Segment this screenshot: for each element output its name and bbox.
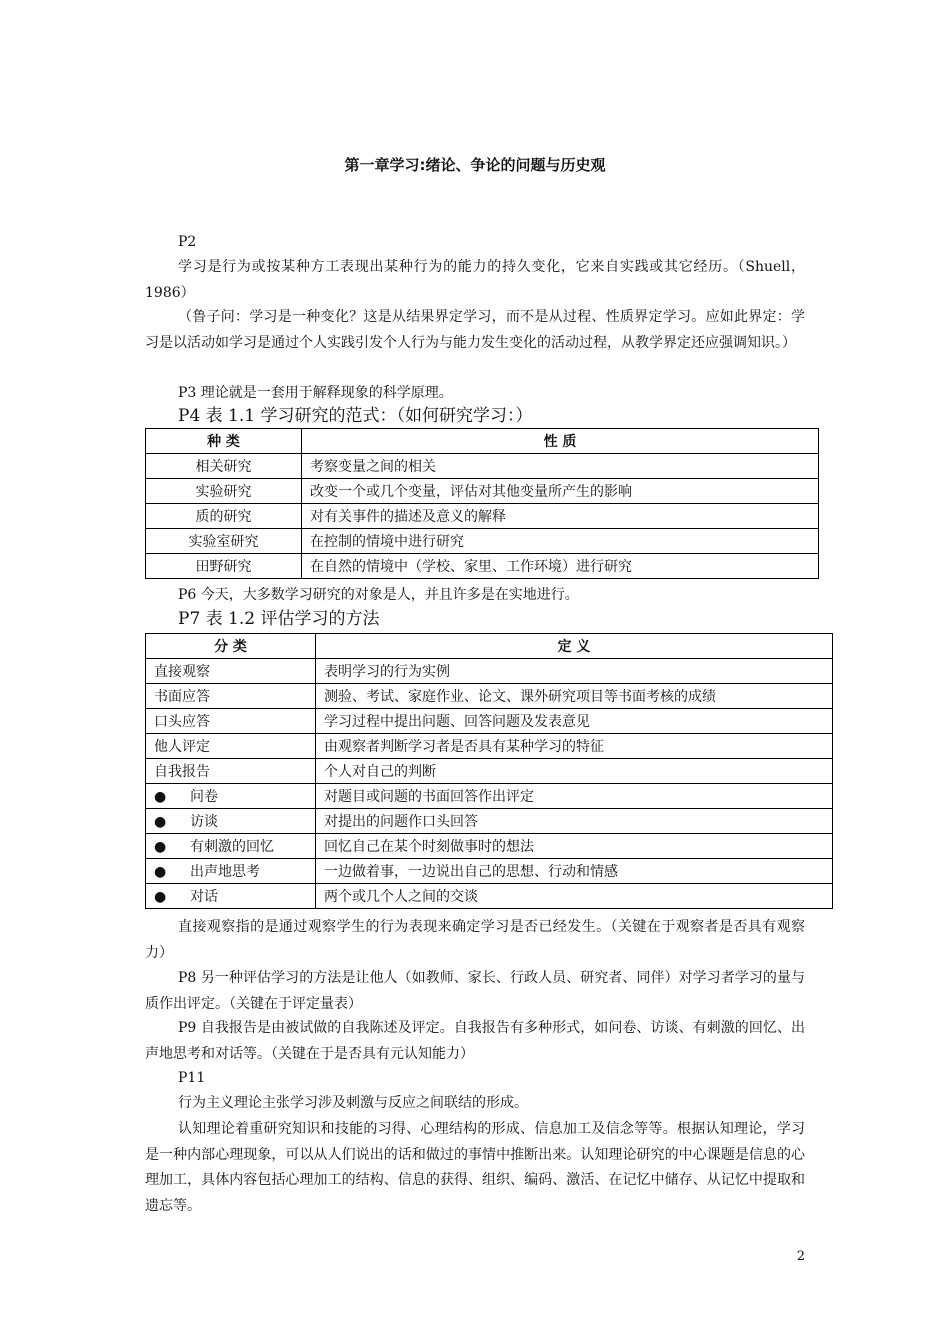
method-label-cell <box>146 834 316 859</box>
column-header-definition: 定 义 <box>316 634 833 659</box>
row-nature: 改变一个或几个变量，评估对其他变量所产生的影响 <box>302 479 819 504</box>
method-label: 问卷 <box>190 789 218 805</box>
table-row <box>146 504 819 529</box>
p11-behaviorism: 行为主义理论主张学习涉及刺激与反应之间联结的形成。 <box>178 1095 528 1111</box>
bullet-icon: ● <box>154 839 167 855</box>
p3-text: P3 理论就是一套用于解释现象的科学原理。 <box>178 385 453 401</box>
row-type: 田野研究 <box>146 554 302 579</box>
method-label: 对话 <box>190 889 218 905</box>
method-definition: 两个或几个人之间的交谈 <box>316 884 833 909</box>
table-row <box>146 554 819 579</box>
table-row <box>146 809 833 834</box>
method-label: 口头应答 <box>146 709 316 734</box>
method-definition: 回忆自己在某个时刻做事时的想法 <box>316 834 833 859</box>
row-type: 实验研究 <box>146 479 302 504</box>
table-row <box>146 884 833 909</box>
row-type: 实验室研究 <box>146 529 302 554</box>
table-row <box>146 784 833 809</box>
table-row <box>146 759 833 784</box>
p2-definition: 学习是行为或按某种方工表现出某种行为的能力的持久变化，它来自实践或其它经历。（Shuell，1986） <box>145 259 805 301</box>
column-header-category: 分 类 <box>146 634 316 659</box>
table-row <box>146 734 833 759</box>
method-label: 出声地思考 <box>190 864 260 880</box>
method-label: 书面应答 <box>146 684 316 709</box>
method-definition: 表明学习的行为实例 <box>316 659 833 684</box>
row-type: 相关研究 <box>146 454 302 479</box>
p11-cognitive: 认知理论着重研究知识和技能的习得、心理结构的形成、信息加工及信念等等。根据认知理论，学习是一种内部心理现象，可以从人们说出的话和做过的事情中推断出来。认知理论研究的中心课题是信息的心理加工，具体内容包括心理加工的结构、信息的获得、组织、编码、激活、在记忆中储存、从记忆中提取和遗忘等。 <box>145 1121 805 1214</box>
p11-label: P11 <box>178 1070 206 1086</box>
table-row <box>146 859 833 884</box>
method-label: 他人评定 <box>146 734 316 759</box>
row-nature: 考察变量之间的相关 <box>302 454 819 479</box>
table-row <box>146 684 833 709</box>
method-label: 有刺激的回忆 <box>190 839 274 855</box>
table2-caption: P7 表 1.2 评估学习的方法 <box>178 609 380 629</box>
assessment-method-table <box>145 633 833 909</box>
bullet-icon: ● <box>154 889 167 905</box>
method-label-cell <box>146 784 316 809</box>
p9-text: P9 自我报告是由被试做的自我陈述及评定。自我报告有多种形式，如问卷、访谈、有刺激的回忆、出声地思考和对话等。（关键在于是否具有元认知能力） <box>145 1020 805 1062</box>
method-definition: 一边做着事，一边说出自己的思想、行动和情感 <box>316 859 833 884</box>
bullet-icon: ● <box>154 864 167 880</box>
table1-caption: P4 表 1.1 学习研究的范式：（如何研究学习：） <box>178 406 533 426</box>
table-header-row <box>146 634 833 659</box>
method-label-cell <box>146 884 316 909</box>
table-row <box>146 454 819 479</box>
bullet-icon: ● <box>154 814 167 830</box>
method-definition: 对题目或问题的书面回答作出评定 <box>316 784 833 809</box>
direct-observation-text: 直接观察指的是通过观察学生的行为表现来确定学习是否已经发生。（关键在于观察者是否具有观察力） <box>145 919 805 961</box>
table-row <box>146 659 833 684</box>
page-number: 2 <box>796 1249 805 1264</box>
row-type: 质的研究 <box>146 504 302 529</box>
row-nature: 对有关事件的描述及意义的解释 <box>302 504 819 529</box>
bullet-icon: ● <box>154 789 167 805</box>
method-definition: 学习过程中提出问题、回答问题及发表意见 <box>316 709 833 734</box>
method-label: 访谈 <box>190 814 218 830</box>
p2-note: （鲁子问：学习是一种变化？这是从结果界定学习，而不是从过程、性质界定学习。应如此界定：学习是以活动如学习是通过个人实践引发个人行为与能力发生变化的活动过程，从教学界定还应强调知识。） <box>145 309 805 351</box>
method-definition: 个人对自己的判断 <box>316 759 833 784</box>
row-nature: 在控制的情境中进行研究 <box>302 529 819 554</box>
table-row <box>146 529 819 554</box>
method-definition: 测验、考试、家庭作业、论文、课外研究项目等书面考核的成绩 <box>316 684 833 709</box>
method-label: 自我报告 <box>146 759 316 784</box>
column-header-nature: 性 质 <box>302 429 819 454</box>
research-paradigm-table <box>145 428 819 579</box>
table-row <box>146 479 819 504</box>
table-row <box>146 834 833 859</box>
p8-text: P8 另一种评估学习的方法是让他人（如教师、家长、行政人员、研究者、同伴）对学习者学习的量与质作出评定。（关键在于评定量表） <box>145 970 805 1012</box>
table-row <box>146 709 833 734</box>
table-header-row <box>146 429 819 454</box>
row-nature: 在自然的情境中（学校、家里、工作环境）进行研究 <box>302 554 819 579</box>
method-label-cell <box>146 859 316 884</box>
p6-text: P6 今天，大多数学习研究的对象是人，并且许多是在实地进行。 <box>178 587 579 603</box>
p2-label: P2 <box>178 234 197 250</box>
column-header-type: 种 类 <box>146 429 302 454</box>
method-definition: 由观察者判断学习者是否具有某种学习的特征 <box>316 734 833 759</box>
chapter-title: 第一章学习:绪论、争论的问题与历史观 <box>344 156 606 174</box>
method-label: 直接观察 <box>146 659 316 684</box>
method-label-cell <box>146 809 316 834</box>
method-definition: 对提出的问题作口头回答 <box>316 809 833 834</box>
